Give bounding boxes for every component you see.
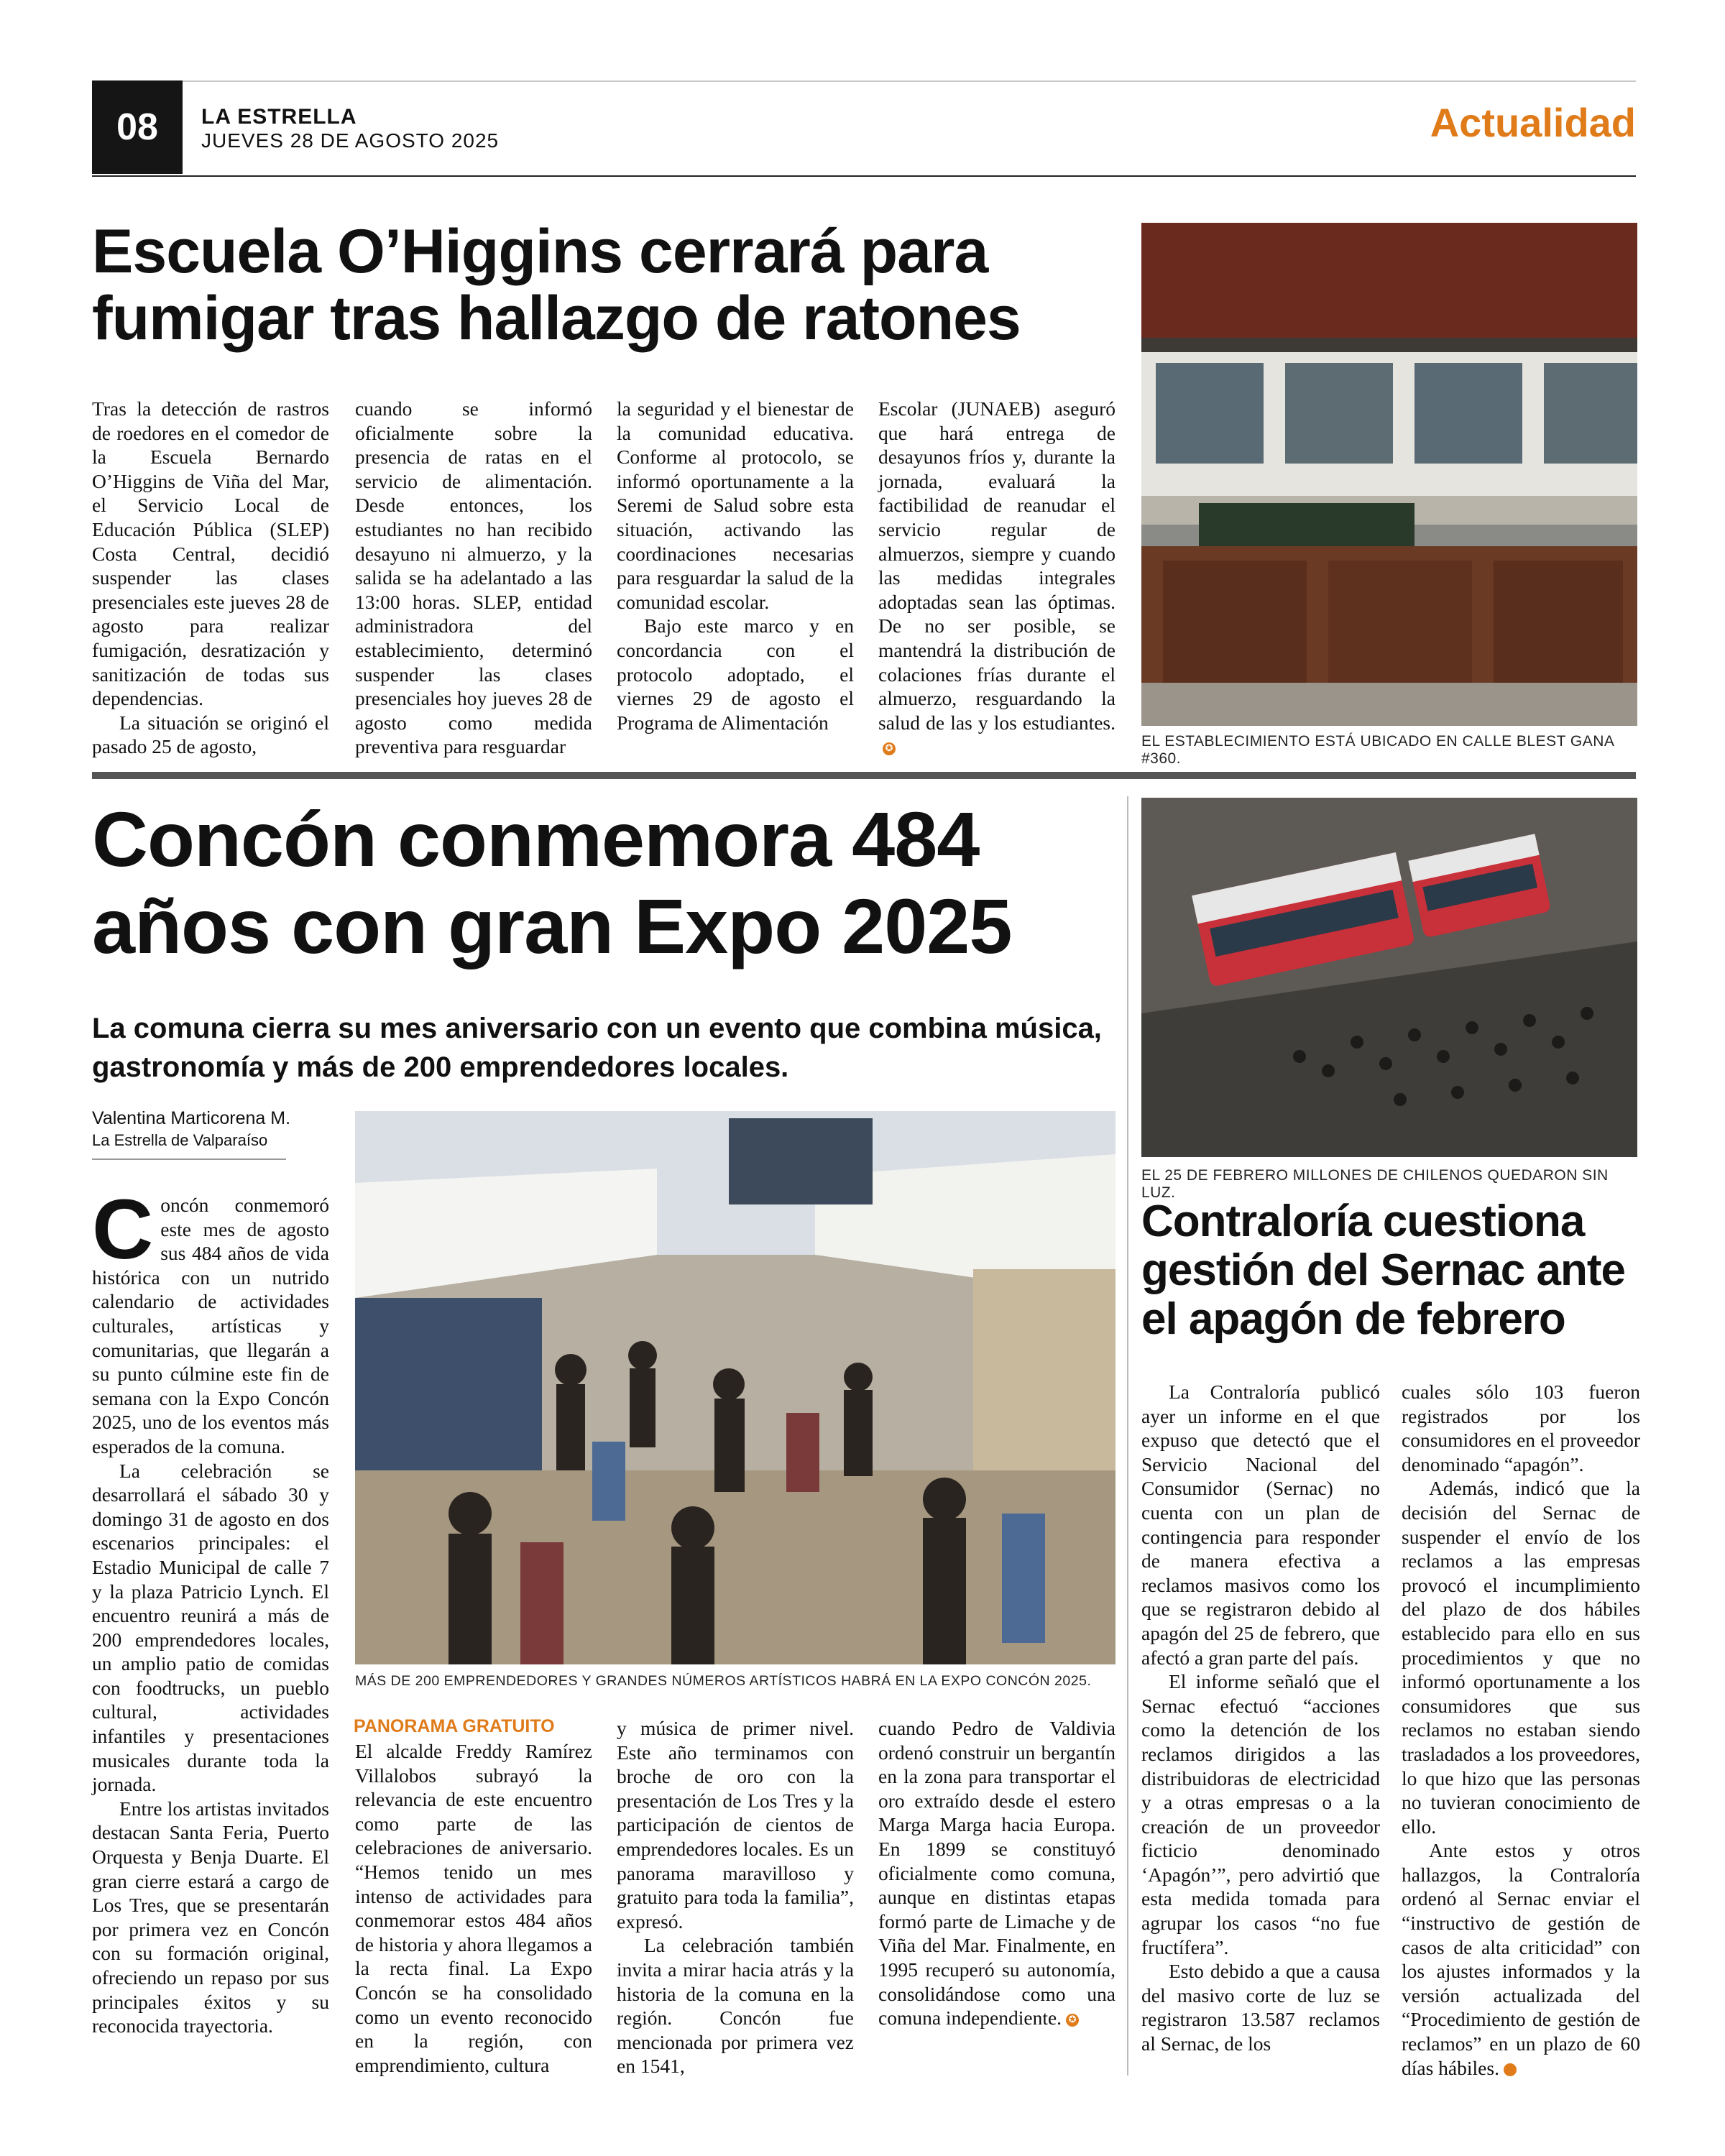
byline-rule: [92, 1158, 286, 1160]
article2-column-1: [92, 1182, 329, 2038]
expo-photo-caption: MÁS DE 200 EMPRENDEDORES Y GRANDES NÚMEROS ARTÍSTICOS HABRÁ EN LA EXPO CONCÓN 2025.: [355, 1673, 1092, 1689]
article3-column-1: [1141, 1380, 1380, 2056]
article2-col1-p1: [92, 1182, 329, 1459]
subhead-panorama: PANORAMA GRATUITO: [354, 1716, 555, 1736]
article1-headline: [92, 218, 1098, 352]
article3-headline: [1141, 1197, 1644, 1345]
end-mark-icon: ✪: [883, 742, 896, 755]
article1-column-1: [92, 397, 329, 759]
article1-col1-p2: La situación se originó el pasado 25 de agosto,: [92, 711, 329, 758]
school-photo-caption: EL ESTABLECIMIENTO ESTÁ UBICADO EN CALLE BLEST GANA #360.: [1141, 733, 1614, 767]
article3-column-2: [1402, 1380, 1640, 2080]
publication-name: LA ESTRELLA: [201, 105, 357, 129]
article1-headline-line2: fumigar tras hallazgo de ratones: [92, 283, 1021, 353]
article3-col2-p3-text: Ante estos y otros hallazgos, la Contraloría ordenó al Sernac enviar el “instructivo de gestión de casos de alta criticidad” con los ajustes informados y la versión actualizada del “Procedimiento de gestión de reclamos” en un plazo de 60 días hábiles.: [1402, 1839, 1640, 2079]
article2-column-3: [617, 1716, 854, 2078]
column-divider: [1127, 796, 1128, 2076]
article2-col3-p2: La celebración también invita a mirar hacia atrás y la historia de la comuna en la región. Concón fue mencionada por primera vez en 1541,: [617, 1934, 854, 2078]
article2-headline-line1: Concón conmemora 484: [92, 796, 980, 883]
article2-column-2: [355, 1739, 592, 2077]
article3-col2-p3: [1402, 1838, 1640, 2080]
school-building-illustration: [1141, 223, 1637, 726]
article2-col1-p2: La celebración se desarrollará el sábado 30 y domingo 31 de agosto en dos escenarios principales: el Estadio Municipal de calle 7 y la plaza Patricio Lynch. El encuentro reunirá a más de 200 emprendedores locales, un amplio patio de comidas con foodtrucks, un pueblo cultural, actividades infantiles y presentaciones musicales durante toda la jornada.: [92, 1459, 329, 1796]
end-mark-icon: ✪: [1504, 2063, 1517, 2076]
article2-headline-line2: años con gran Expo 2025: [92, 882, 1012, 969]
article1-col3-p1: la seguridad y el bienestar de la comunidad educativa. Conforme al protocolo, se informó oportunamente a la Seremi de Salud sobre esta situación, activando las coordinaciones necesarias para resguardar la salud de la comunidad escolar.: [617, 397, 854, 613]
byline-name: Valentina Marticorena M.: [92, 1108, 291, 1128]
article2-headline: [92, 796, 1141, 970]
article2-col4-p1: [878, 1716, 1116, 2030]
article1-headline-line1: Escuela O’Higgins cerrará para: [92, 217, 988, 286]
dropcap: C: [92, 1182, 154, 1277]
bus-street-illustration: [1141, 798, 1637, 1157]
article2-column-4: [878, 1716, 1116, 2030]
article2-col4-text: cuando Pedro de Valdivia ordenó construir un bergantín en la zona para transportar el oro extraído desde el estero Marga Marga hacia Europa. En 1899 se constituyó oficialmente como comuna, aunque en distintas etapas formó parte de Limache y de Viña del Mar. Finalmente, en 1995 recuperó su autonomía, consolidándose como una comuna independiente.: [878, 1717, 1116, 2030]
article3-col1-p1: La Contraloría publicó ayer un informe en el que expuso que detectó que el Servicio Nacional del Consumidor (Sernac) no cuenta con un plan de contingencia para responder de manera efectiva a reclamos masivos como los que se registraron debido al apagón del 25 de febrero, que afectó a gran parte del país.: [1141, 1381, 1380, 1669]
end-mark-icon: ✪: [1066, 2014, 1079, 2027]
article2-deck: [92, 1009, 1149, 1087]
article1-col3-p2: Bajo este marco y en concordancia con el protocolo adoptado, el viernes 29 de agosto el Programa de Alimentación: [617, 614, 854, 734]
article1-column-3: [617, 397, 854, 734]
article3-col2-p2: Además, indicó que la decisión del Sernac de suspender el envío de los reclamos a las empresas provocó el incumplimiento del plazo de dos hábiles establecido para ello en sus procedimientos y que no informó oportunamente a los consumidores que sus reclamos no estaban siendo trasladados a los proveedores, lo que hizo que las personas no tuvieran conocimiento de ello.: [1402, 1477, 1640, 1838]
page-number: 08: [92, 80, 183, 174]
header-rule: [92, 175, 1636, 177]
header-top-rule: [92, 80, 1636, 82]
article1-column-2: [355, 397, 592, 759]
article2-deck-line2: gastronomía y más de 200 emprendedores locales.: [92, 1051, 789, 1083]
article1-col1-p1: Tras la detección de rastros de roedores en el comedor de la Escuela Bernardo O’Higgins de Viña del Mar, el Servicio Local de Educación Pública (SLEP) Costa Central, decidió suspender las clases presenciales este jueves 28 de agosto para realizar fumigación, desratización y sanitización de todas sus dependencias.: [92, 397, 329, 710]
article1-col4-text: Escolar (JUNAEB) aseguró que hará entrega de desayunos fríos y, durante la jornada, evaluará la factibilidad de reanudar el servicio regular de almuerzos, siempre y cuando las medidas integrales adoptadas sean las óptimas. De no ser posible, se mantendrá la distribución de colaciones frías durante el almuerzo, resguardando la salud de las y los estudiantes.: [878, 397, 1116, 734]
article2-col1-p3: Entre los artistas invitados destacan Santa Feria, Puerto Orquesta y Benja Duarte. El gran cierre estará a cargo de Los Tres, que se presentarán por primera vez en Concón con su formación original, ofreciendo un repaso por sus principales éxitos y su reconocida trayectoria.: [92, 1797, 329, 2037]
article2-col1-p1-text: oncón conmemoró este mes de agosto sus 484 años de vida histórica con un nutrido calendario de actividades culturales, artísticas y comunitarias, que llegarán a su punto cúlmine este fin de semana con la Expo Concón 2025, uno de los eventos más esperados de la comuna.: [92, 1194, 329, 1457]
article3-headline-line2: gestión del Sernac ante: [1141, 1245, 1625, 1296]
byline-organization: La Estrella de Valparaíso: [92, 1131, 268, 1149]
expo-crowd-illustration: [355, 1111, 1116, 1664]
article2-col2-p1: El alcalde Freddy Ramírez Villalobos subrayó la relevancia de este encuentro como parte de las celebraciones de aniversario. “Hemos tenido un mes intenso de actividades para conmemorar estos 484 años de historia y ahora llegamos a la recta final. La Expo Concón se ha consolidado como un evento reconocido en la región, con emprendimiento, cultura: [355, 1740, 592, 2076]
section-divider: [92, 772, 1636, 779]
article2-col3-p1: y música de primer nivel. Este año terminamos con broche de oro con la presentación de Los Tres y la participación de cientos de emprendedores locales. Es un panorama maravilloso y gratuito para toda la familia”, expresó.: [617, 1717, 854, 1932]
article3-headline-line1: Contraloría cuestiona: [1141, 1197, 1585, 1246]
article3-col1-p2: El informe señaló que el Sernac efectuó “acciones como la detención de los reclamos dirigidos a las distribuidoras de electricidad y a otras empresas o a la creación de un proveedor ficticio denominado ‘Apagón’”, pero advirtió que esta medida tomada para agrupar los casos “no fue fructífera”.: [1141, 1670, 1380, 1958]
school-building-photo: [1141, 223, 1637, 726]
bus-photo-caption: EL 25 DE FEBRERO MILLONES DE CHILENOS QUEDARON SIN LUZ.: [1141, 1167, 1609, 1201]
article3-col2-p1: cuales sólo 103 fueron registrados por los consumidores en el proveedor denominado “apagón”.: [1402, 1381, 1640, 1475]
bus-street-photo: [1141, 798, 1637, 1157]
article3-col1-p3: Esto debido a que a causa del masivo corte de luz se registraron 13.587 reclamos al Sernac, de los: [1141, 1960, 1380, 2055]
article3-headline-line3: el apagón de febrero: [1141, 1294, 1565, 1345]
article1-col4-p1: [878, 397, 1116, 759]
expo-crowd-photo: [355, 1111, 1116, 1664]
article1-column-4: [878, 397, 1116, 759]
article2-deck-line1: La comuna cierra su mes aniversario con un evento que combina música,: [92, 1013, 1102, 1044]
article1-col2-p1: cuando se informó oficialmente sobre la presencia de ratas en el servicio de alimentación. Desde entonces, los estudiantes no han recibido desayuno ni almuerzo, y la salida se ha adelantado a las 13:00 horas. SLEP, entidad administradora del establecimiento, determinó suspender las clases presenciales hoy jueves 28 de agosto como medida preventiva para resguardar: [355, 397, 592, 758]
publication-date: JUEVES 28 DE AGOSTO 2025: [201, 129, 500, 152]
section-label: Actualidad: [1430, 100, 1636, 145]
